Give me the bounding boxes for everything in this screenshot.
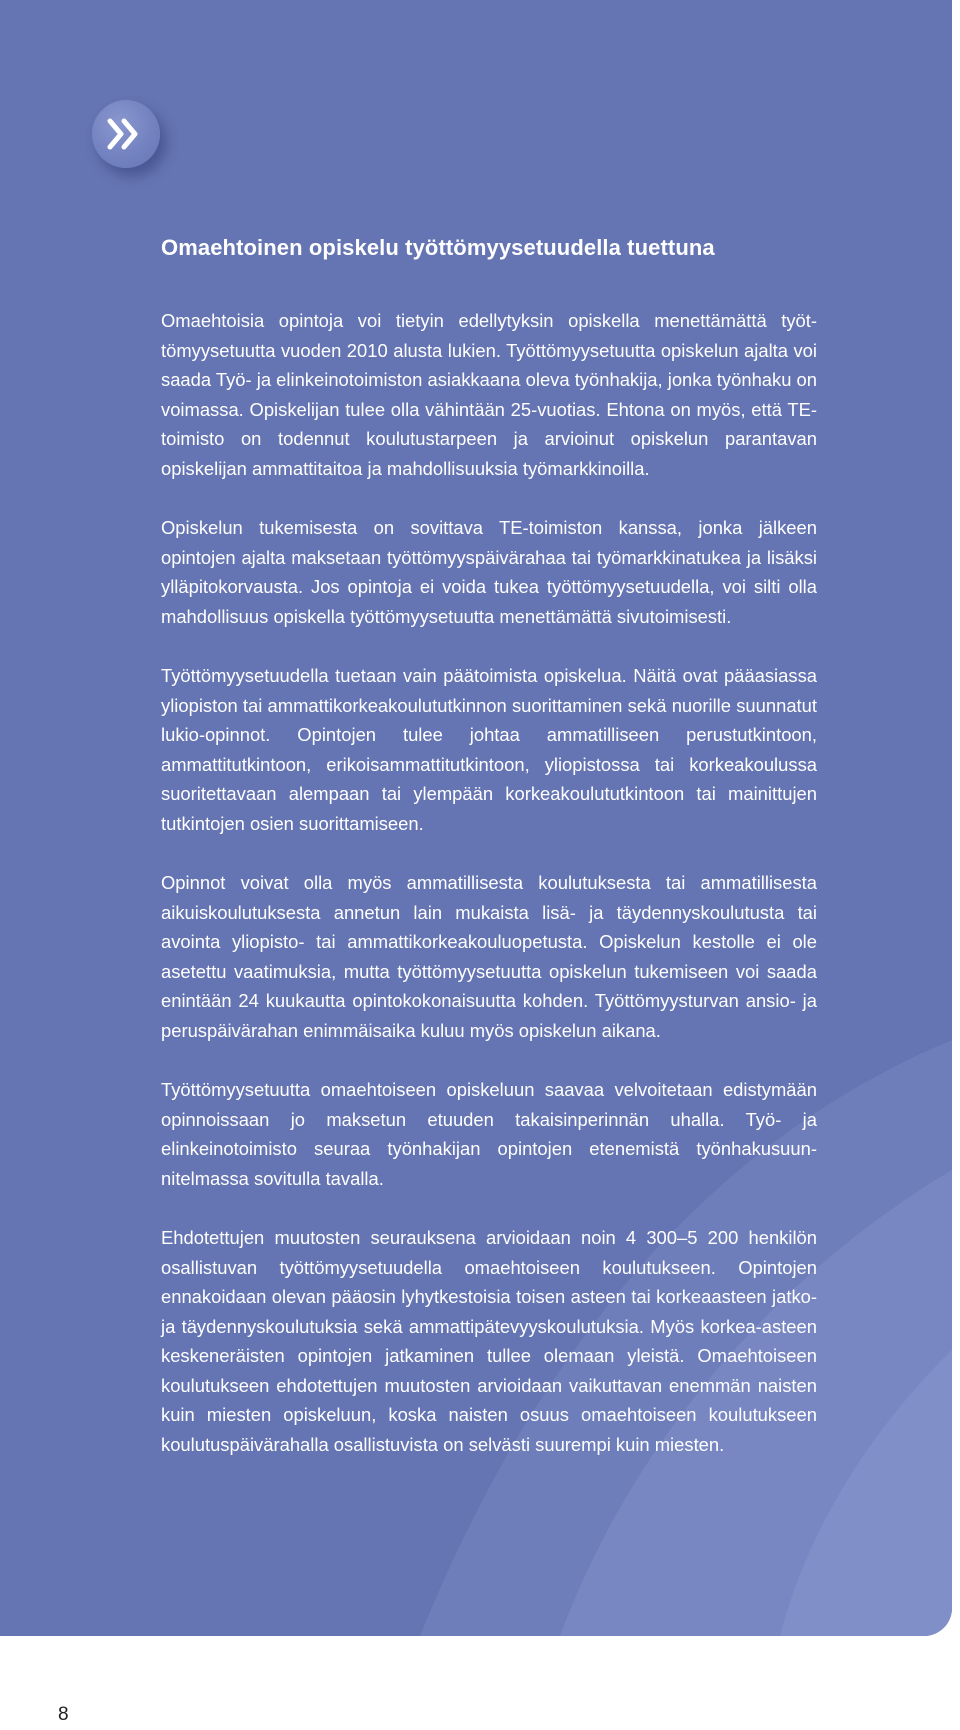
- paragraph-1: Omaehtoisia opintoja voi tietyin edellytyksin opiskella menettämättä työttömyysetuutta vuoden 2010 alusta lukien. Työttömyysetuutta opiskelun ajalta voi saada Työ- ja elinkeinotoimiston asiakkaana oleva työnhakija, jonka työnhaku on voimassa. Opiskelijan tulee olla vähintään 25-vuotias. Ehtona on myös, että TE-toimisto on todennut koulutustarpeen ja arvioinut opiskelun parantavan opiskelijan ammattitaitoa ja mahdollisuuksia työmarkkinoilla.: [161, 310, 818, 479]
- paragraph-5: Työttömyysetuutta omaehtoiseen opiskeluun saavaa velvoitetaan edistymään opinnoissaan jo maksetun etuuden takaisinperinnän uhalla. Työ- ja elinkeinotoimisto seuraa työnhakijan opintojen etenemistä työnhakusuunnitelmassa sovitulla tavalla.: [161, 1079, 817, 1189]
- paragraph-3: Työttömyysetuudella tuetaan vain päätoimista opiskelua. Näitä ovat pääasiassa yliopiston tai ammattikorkeakoulututkinnon suorittaminen sekä nuorille suunnatut lukio-opinnot. Opintojen tulee johtaa ammatilliseen perustutkintoon, ammattitutkintoon, erikoisammattitutkintoon, yliopistossa tai korkeakoulussa suoritettavaan alempaan tai ylempään korkeakoulututkintoon tai mainittujen tutkintojen osien suorittamiseen.: [161, 665, 817, 834]
- chevron-badge: [92, 100, 160, 168]
- article-body: [161, 230, 817, 1489]
- double-chevron-right-icon: [106, 116, 146, 152]
- paragraph-4: Opinnot voivat olla myös ammatillisesta koulutuksesta tai ammatillisesta aikuiskoulutuksesta annetun lain mukaista lisä- ja täydennyskoulutusta tai avointa yliopisto- tai ammattikorkeakouluopetusta. Opiskelun kestolle ei ole asetettu vaatimuksia, mutta työttömyysetuutta opiskelun tukemiseen voi saada enintään 24 kuukautta opintokokonaisuutta kohden. Työttömyysturvan ansio- ja peruspäivärahan enimmäisaika kuluu myös opiskelun aikana.: [161, 872, 817, 1041]
- paragraph-6: Ehdotettujen muutosten seurauksena arvioidaan noin 4 300–5 200 henkilön osallistuvan työttömyysetuudella omaehtoiseen koulutukseen. Opintojen ennakoidaan olevan pääosin lyhytkestoisia toisen asteen tai korkeaasteen jatko- ja täydennyskoulutuksia sekä ammattipätevyyskoulutuksia. Myös korkea-asteen keskeneräisten opintojen jatkaminen tullee olemaan yleistä. Omaehtoiseen koulutukseen ehdotettujen muutosten arvioidaan vaikuttavan enemmän naisten kuin miesten opiskeluun, koska naisten osuus omaehtoiseen koulutukseen koulutuspäivärahalla osallistuvista on selvästi suurempi kuin miesten.: [161, 1227, 817, 1455]
- article-title: Omaehtoinen opiskelu työttömyysetuudella tuettuna: [161, 235, 715, 260]
- page-number: 8: [58, 1704, 69, 1725]
- paragraph-2: Opiskelun tukemisesta on sovittava TE-toimiston kanssa, jonka jälkeen opintojen ajalta maksetaan työttömyyspäivärahaa tai työmarkkinatukea ja lisäksi ylläpitokorvausta. Jos opintoja ei voida tukea työttömyysetuudella, voi silti olla mahdollisuus opiskella työttömyysetuutta menettämättä sivutoimisesti.: [161, 517, 817, 627]
